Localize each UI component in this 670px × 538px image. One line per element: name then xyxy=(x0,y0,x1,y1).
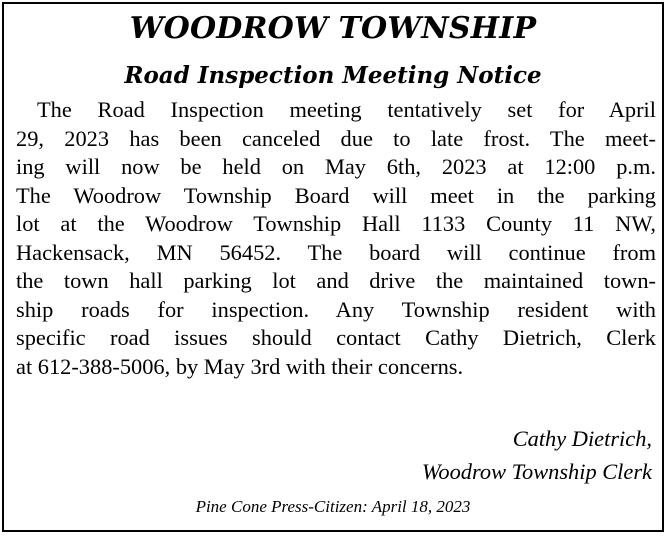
publication-credit: Pine Cone Press-Citizen: April 18, 2023 xyxy=(195,497,471,516)
notice-body xyxy=(16,96,656,381)
body-line: 29, 2023 has been canceled due to late frost. The meet- xyxy=(16,125,656,151)
body-line: the town hall parking lot and drive the maintained town- xyxy=(16,268,656,293)
body-line: The Road Inspection meeting tentatively set for April xyxy=(37,97,656,122)
body-line: specific road issues should contact Cathy Dietrich, Clerk xyxy=(16,325,656,350)
notice-subtitle: Road Inspection Meeting Notice xyxy=(124,62,542,89)
signature-title: Woodrow Township Clerk xyxy=(421,459,652,484)
legal-notice xyxy=(2,2,664,532)
body-line: ing will now be held on May 6th, 2023 at 12:00 p.m. xyxy=(16,154,656,179)
notice-title: WOODROW TOWNSHIP xyxy=(129,11,537,46)
signature-name: Cathy Dietrich, xyxy=(512,426,652,451)
body-line: ship roads for inspection. Any Township resident with xyxy=(16,296,656,322)
body-line: Hackensack, MN 56452. The board will continue from xyxy=(16,239,656,265)
body-line: The Woodrow Township Board will meet in the parking xyxy=(16,182,656,208)
body-line: at 612-388-5006, by May 3rd with their concerns. xyxy=(16,353,464,379)
body-line: lot at the Woodrow Township Hall 1133 County 11 NW, xyxy=(16,211,656,236)
